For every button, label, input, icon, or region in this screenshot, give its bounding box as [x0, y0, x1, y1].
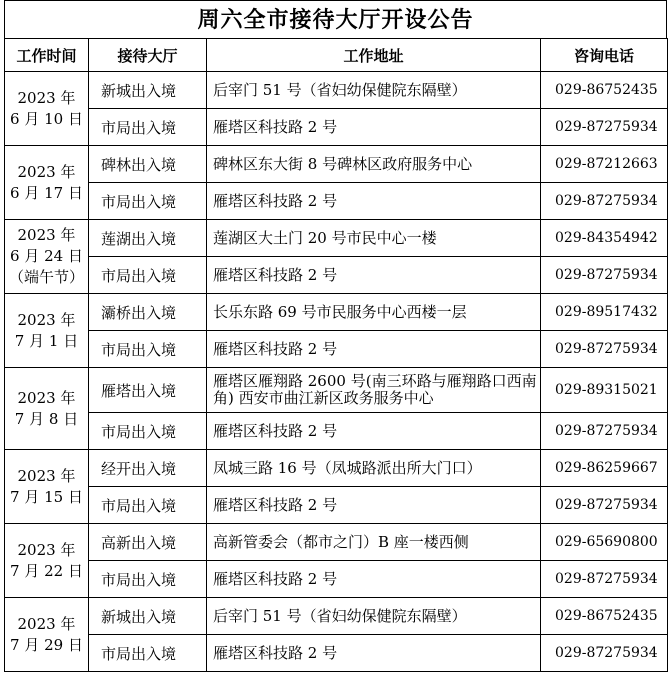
date-line: 7 月 22 日 [10, 561, 83, 580]
address-cell: 长乐东路 69 号市民服务中心西楼一层 [207, 294, 541, 331]
table-row [5, 524, 668, 561]
header-hall: 接待大厅 [89, 39, 207, 72]
table-row [5, 598, 668, 635]
phone-cell: 029-87275934 [541, 561, 668, 598]
hall-cell: 市局出入境 [89, 257, 207, 294]
phone-cell: 029-86752435 [541, 598, 668, 635]
hall-cell: 灞桥出入境 [89, 294, 207, 331]
table-row [5, 331, 668, 368]
address-cell: 后宰门 51 号（省妇幼保健院东隔壁） [207, 72, 541, 109]
hall-cell: 高新出入境 [89, 524, 207, 561]
date-line: 2023 年 [17, 310, 76, 329]
hall-cell: 新城出入境 [89, 72, 207, 109]
hall-cell: 雁塔出入境 [89, 368, 207, 413]
date-cell [5, 524, 89, 598]
header-address: 工作地址 [207, 39, 541, 72]
date-cell [5, 294, 89, 368]
phone-cell: 029-84354942 [541, 220, 668, 257]
phone-cell: 029-87275934 [541, 413, 668, 450]
address-cell: 莲湖区大土门 20 号市民中心一楼 [207, 220, 541, 257]
date-cell [5, 220, 89, 294]
date-cell [5, 598, 89, 672]
address-cell: 高新管委会（都市之门）B 座一楼西侧 [207, 524, 541, 561]
table-row [5, 561, 668, 598]
phone-cell: 029-89517432 [541, 294, 668, 331]
date-cell [5, 450, 89, 524]
table-row [5, 220, 668, 257]
table-body [5, 72, 668, 672]
address-cell: 雁塔区科技路 2 号 [207, 487, 541, 524]
date-line: 6 月 24 日 [10, 247, 83, 265]
date-line: 2023 年 [17, 466, 76, 485]
phone-cell: 029-87275934 [541, 109, 668, 146]
address-cell: 后宰门 51 号（省妇幼保健院东隔壁） [207, 598, 541, 635]
date-cell [5, 146, 89, 220]
hall-cell: 新城出入境 [89, 598, 207, 635]
date-line: 2023 年 [17, 614, 76, 633]
date-line: （端午节） [8, 268, 84, 286]
date-line: 7 月 29 日 [10, 635, 83, 654]
address-cell: 凤城三路 16 号（凤城路派出所大门口） [207, 450, 541, 487]
date-line: 2023 年 [17, 88, 76, 107]
phone-cell: 029-86259667 [541, 450, 668, 487]
reception-schedule-table [4, 38, 668, 672]
date-line: 7 月 1 日 [14, 331, 79, 350]
hall-cell: 市局出入境 [89, 109, 207, 146]
header-time: 工作时间 [5, 39, 89, 72]
date-cell [5, 72, 89, 146]
address-cell: 碑林区东大街 8 号碑林区政府服务中心 [207, 146, 541, 183]
date-line: 2023 年 [17, 162, 76, 181]
address-cell: 雁塔区科技路 2 号 [207, 561, 541, 598]
date-line: 2023 年 [17, 226, 76, 244]
hall-cell: 市局出入境 [89, 635, 207, 672]
phone-cell: 029-86752435 [541, 72, 668, 109]
address-cell: 雁塔区科技路 2 号 [207, 413, 541, 450]
hall-cell: 莲湖出入境 [89, 220, 207, 257]
notice-document [4, 0, 667, 672]
header-phone: 咨询电话 [541, 39, 668, 72]
hall-cell: 经开出入境 [89, 450, 207, 487]
table-row [5, 413, 668, 450]
hall-cell: 市局出入境 [89, 183, 207, 220]
table-header-row [5, 39, 668, 72]
phone-cell: 029-65690800 [541, 524, 668, 561]
address-cell: 雁塔区科技路 2 号 [207, 183, 541, 220]
date-line: 7 月 8 日 [14, 409, 79, 428]
table-row [5, 72, 668, 109]
hall-cell: 市局出入境 [89, 561, 207, 598]
phone-cell: 029-87275934 [541, 635, 668, 672]
table-row [5, 183, 668, 220]
hall-cell: 碑林出入境 [89, 146, 207, 183]
table-row [5, 257, 668, 294]
phone-cell: 029-87275934 [541, 331, 668, 368]
table-row [5, 635, 668, 672]
phone-cell: 029-87275934 [541, 183, 668, 220]
table-row [5, 146, 668, 183]
hall-cell: 市局出入境 [89, 487, 207, 524]
address-cell: 雁塔区科技路 2 号 [207, 257, 541, 294]
phone-cell: 029-87275934 [541, 257, 668, 294]
date-cell [5, 368, 89, 450]
page-title: 周六全市接待大厅开设公告 [4, 0, 667, 38]
phone-cell: 029-87275934 [541, 487, 668, 524]
table-row [5, 109, 668, 146]
address-cell: 雁塔区科技路 2 号 [207, 635, 541, 672]
table-row [5, 487, 668, 524]
hall-cell: 市局出入境 [89, 331, 207, 368]
phone-cell: 029-87212663 [541, 146, 668, 183]
date-line: 6 月 10 日 [10, 109, 83, 128]
address-cell: 雁塔区科技路 2 号 [207, 109, 541, 146]
hall-cell: 市局出入境 [89, 413, 207, 450]
date-line: 2023 年 [17, 540, 76, 559]
table-row [5, 368, 668, 413]
table-row [5, 450, 668, 487]
address-cell: 雁塔区科技路 2 号 [207, 331, 541, 368]
phone-cell: 029-89315021 [541, 368, 668, 413]
date-line: 7 月 15 日 [10, 487, 83, 506]
date-line: 2023 年 [17, 388, 76, 407]
address-cell: 雁塔区雁翔路 2600 号(南三环路与雁翔路口西南角) 西安市曲江新区政务服务中心 [207, 368, 541, 413]
table-row [5, 294, 668, 331]
date-line: 6 月 17 日 [10, 183, 83, 202]
